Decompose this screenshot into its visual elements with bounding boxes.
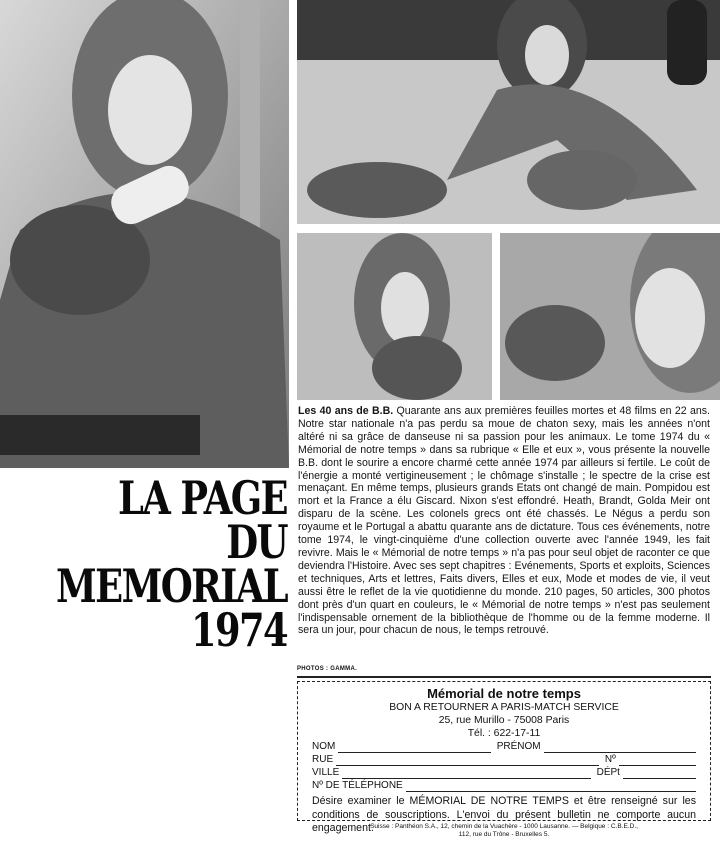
distributor-footer — [297, 823, 711, 839]
photo-woman-with-two-cubs — [297, 0, 720, 224]
photo-woman-holding-cub — [297, 233, 492, 400]
article-text: Quarante ans aux premières feuilles mortes et 48 films en 22 ans. Notre star nationale n'a pas perdu sa moue de chaton sexy, mais les années n'ont altéré ni sa grâce de danseuse ni sa passion pour les animaux. Le tome 1974 du « Mémorial de notre temps » dans sa rubrique « Elle et eux », vous présente la nouvelle B.B. dont le sourire a encore charmé cette année 1974 par ailleurs si fertile. Le coût de l'énergie a monté vertigineusement ; le chômage s'installe ; le spectre de la crise est menaçant. En même temps, plusieurs grands Etats ont changé de main. Pompidou est mort et la France a élu Giscard. Nixon s'est effondré. Heath, Brandt, Golda Meir ont disparu de la scène. Les colonels grecs ont été chassés. Le Négus a perdu son royaume et le Portugal a abattu quarante ans de dictature. Tous ces événements, notre tome 1974, le vingt-cinquième d'une collection ouverte avec l'année 1949, les fait revivre. Mais le « Mémorial de notre temps » n'a pas pour seul objet de raconter ce que deviendra l'Histoire. Avec ses sept chapitres : Evénements, Sports et exploits, Sciences et techniques, Arts et lettres, Faits divers, Elles et eux, Mode et modes de vie, il veut aussi être le reflet de la vie quotidienne du monde. 210 pages, 50 articles, 300 photos dont près d'un quart en couleurs, le « Mémorial de notre temps » n'est pas seulement l'indispensable ornement de la bibliothèque de l'homme ou de la femme moderne. Il sera un jour, pour chacun de nous, le temps retrouvé. — [298, 405, 710, 637]
photo-woman-kissing-cub — [500, 233, 720, 400]
coupon-title: Mémorial de notre temps — [427, 686, 581, 701]
footer-line-1: Suisse : Panthéon S.A., 12, chemin de la Vuachère - 1000 Lausanne. — Belgique : C.B.E.D., — [370, 823, 638, 830]
form-row-street — [312, 753, 696, 766]
label-numero: Nº — [604, 754, 616, 765]
coupon-return-line: BON A RETOURNER A PARIS-MATCH SERVICE — [389, 702, 619, 713]
field-nom[interactable] — [338, 744, 490, 753]
field-prenom[interactable] — [544, 744, 696, 753]
label-rue: RUE — [312, 754, 334, 765]
form-row-phone — [312, 779, 696, 792]
article-lead: Les 40 ans de B.B. — [298, 405, 394, 417]
field-numero[interactable] — [619, 757, 696, 766]
headline-line-4: 1974 — [190, 603, 287, 657]
divider-rule — [297, 676, 711, 678]
photo-credit: PHOTOS : GAMMA. — [297, 666, 358, 672]
coupon-phone: Tél. : 622-17-11 — [467, 728, 541, 739]
field-dept[interactable] — [623, 770, 696, 779]
headline-line-3: MEMORIAL — [56, 559, 287, 613]
label-nom: NOM — [312, 741, 336, 752]
article-body — [298, 405, 710, 637]
label-ville: VILLE — [312, 767, 340, 778]
label-telephone: Nº DE TÉLÉPHONE — [312, 780, 403, 791]
photo-woman-feeding-cub — [0, 0, 289, 468]
form-row-city — [312, 766, 696, 779]
footer-line-2: 112, rue du Trône - Bruxelles 5. — [458, 831, 550, 838]
field-ville[interactable] — [342, 770, 590, 779]
coupon-address: 25, rue Murillo - 75008 Paris — [438, 715, 570, 726]
field-rue[interactable] — [336, 757, 599, 766]
label-prenom: PRÉNOM — [496, 741, 541, 752]
label-dept: DÉPt — [596, 767, 620, 778]
headline-line-1: LA PAGE — [117, 471, 287, 525]
form-row-name — [312, 740, 696, 753]
headline-line-2: DU — [226, 515, 287, 569]
page-headline — [47, 471, 287, 657]
coupon-description: Désire examiner le MÉMORIAL DE NOTRE TEMPS et être renseigné sur les conditions de souscriptions. L'envoi du présent bulletin ne comporte aucun engagement. — [312, 795, 696, 835]
field-telephone[interactable] — [406, 783, 696, 792]
